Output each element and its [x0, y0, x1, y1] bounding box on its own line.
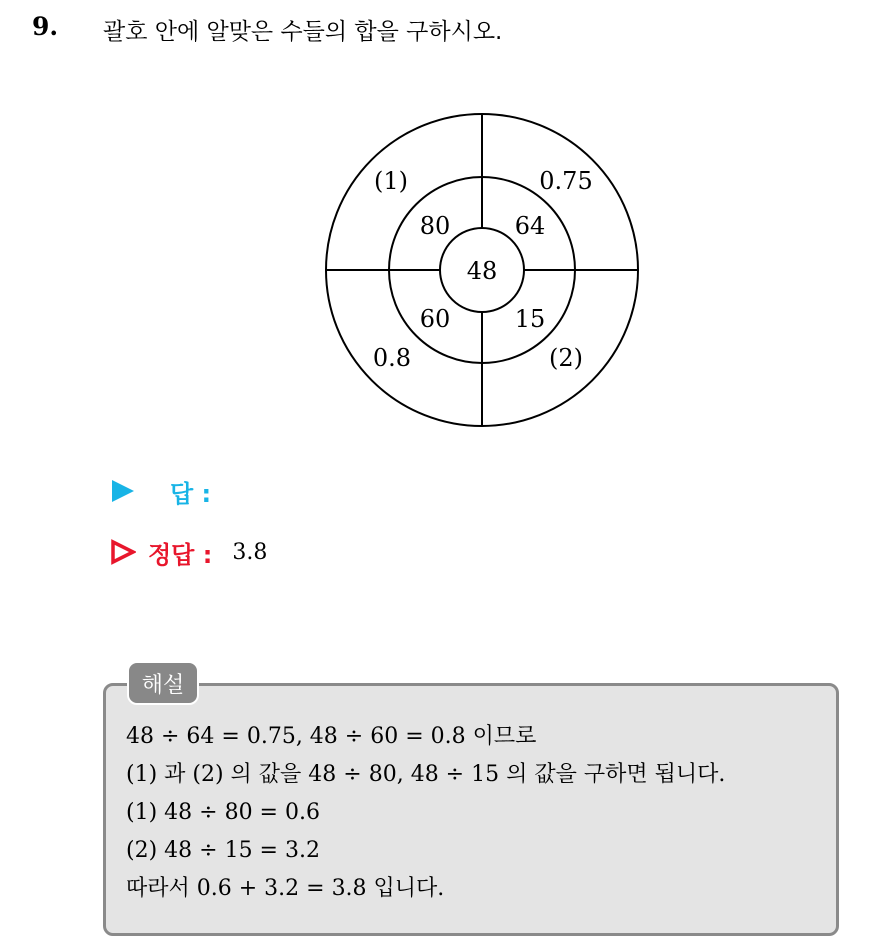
explanation-line: (2) 48 ÷ 15 = 3.2 [126, 838, 320, 863]
outer-bottom-left-value: 0.8 [372, 344, 412, 372]
inner-bottom-left-value: 60 [419, 305, 451, 333]
center-value: 48 [466, 257, 498, 285]
explanation-lines [126, 718, 725, 908]
question-text: 괄호 안에 알맞은 수들의 합을 구하시오. [103, 19, 503, 45]
explanation-line: 따라서 0.6 + 3.2 = 3.8 입니다. [126, 876, 445, 901]
inner-bottom-right-value: 15 [514, 305, 546, 333]
outline-triangle-right-icon [110, 539, 136, 565]
filled-triangle-right-icon [110, 478, 136, 504]
answer-row [110, 474, 211, 508]
correct-answer-label: 정답 : [148, 540, 213, 569]
correct-answer-row [110, 535, 267, 569]
concentric-division-diagram [320, 112, 644, 436]
inner-top-right-value: 64 [514, 212, 546, 240]
inner-top-left-value: 80 [419, 212, 451, 240]
explanation-line: 48 ÷ 64 = 0.75, 48 ÷ 60 = 0.8 이므로 [126, 724, 537, 749]
question-number: 9. [32, 12, 59, 41]
explanation-line: (1) 48 ÷ 80 = 0.6 [126, 800, 320, 825]
explanation-line: (1) 과 (2) 의 값을 48 ÷ 80, 48 ÷ 15 의 값을 구하면 됩니다. [126, 762, 726, 787]
outer-top-right-value: 0.75 [539, 167, 593, 195]
outer-bottom-right-value: (2) [549, 344, 583, 372]
explanation-tag: 해설 [127, 661, 199, 705]
answer-label: 답 : [170, 479, 212, 508]
outer-top-left-value: (1) [374, 167, 408, 195]
correct-answer-value: 3.8 [232, 539, 268, 565]
